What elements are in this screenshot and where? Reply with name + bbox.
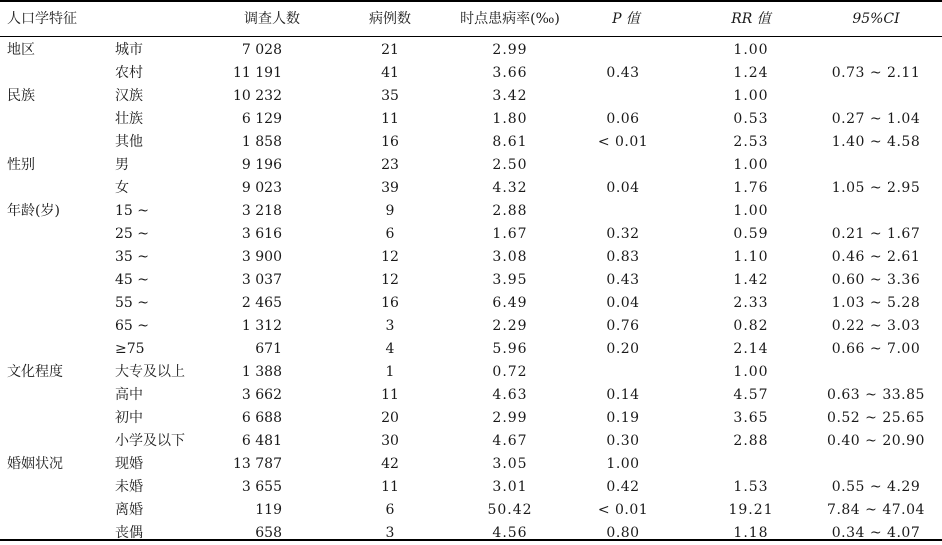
row-surveyed-count: 6 129	[241, 111, 282, 127]
row-ci: 0.63 ~ 33.85	[827, 387, 925, 403]
row-prevalence: 8.61	[492, 134, 528, 150]
row-rr-value: 4.57	[733, 387, 769, 403]
table-row	[0, 200, 942, 223]
row-ci: 1.05 ~ 2.95	[831, 180, 921, 196]
row-p-value: 0.83	[606, 249, 640, 265]
row-ci: 0.73 ~ 2.11	[831, 65, 921, 81]
row-ci: 0.60 ~ 3.36	[831, 272, 921, 288]
table-row	[0, 361, 942, 384]
row-prevalence: 3.42	[492, 88, 528, 104]
row-prevalence: 2.29	[492, 318, 528, 334]
row-ci: 1.40 ~ 4.58	[831, 134, 921, 150]
row-surveyed-count: 3 655	[241, 479, 282, 495]
row-rr-value: 1.00	[733, 203, 769, 219]
row-subgroup-label: 壮族	[115, 111, 143, 127]
row-subgroup-label: 城市	[115, 42, 143, 58]
row-prevalence: 3.05	[492, 456, 528, 472]
row-rr-value: 19.21	[728, 502, 774, 518]
row-subgroup-label: 其他	[115, 134, 143, 150]
row-group-label: 民族	[7, 88, 35, 104]
table-row	[0, 338, 942, 361]
row-ci: 1.03 ~ 5.28	[831, 295, 921, 311]
table-row	[0, 154, 942, 177]
row-prevalence: 4.56	[492, 525, 528, 541]
row-case-count: 16	[381, 295, 399, 311]
row-prevalence: 3.01	[492, 479, 528, 495]
row-subgroup-label: ≥75	[115, 341, 145, 357]
row-case-count: 23	[381, 157, 399, 173]
row-prevalence: 50.42	[487, 502, 533, 518]
table-row	[0, 131, 942, 154]
row-prevalence: 6.49	[492, 295, 528, 311]
row-ci: 0.21 ~ 1.67	[831, 226, 921, 242]
row-subgroup-label: 未婚	[115, 479, 143, 495]
row-case-count: 12	[381, 249, 399, 265]
table-row	[0, 269, 942, 292]
row-ci: 0.34 ~ 4.07	[831, 525, 921, 541]
row-subgroup-label: 汉族	[115, 88, 143, 104]
row-case-count: 30	[381, 433, 399, 449]
row-group-label: 婚姻状况	[7, 456, 63, 472]
row-prevalence: 3.66	[492, 65, 528, 81]
row-prevalence: 1.67	[492, 226, 528, 242]
row-prevalence: 3.95	[492, 272, 528, 288]
row-rr-value: 3.65	[733, 410, 769, 426]
row-case-count: 4	[385, 341, 395, 357]
table-row	[0, 62, 942, 85]
row-case-count: 42	[381, 456, 399, 472]
row-rr-value: 1.00	[733, 364, 769, 380]
row-subgroup-label: 35 ~	[115, 249, 149, 265]
row-case-count: 21	[381, 42, 399, 58]
header-surveyed: 调查人数	[244, 11, 300, 27]
row-group-label: 性别	[7, 157, 35, 173]
row-rr-value: 1.76	[733, 180, 769, 196]
row-surveyed-count: 9 023	[241, 180, 282, 196]
row-rr-value: 1.10	[733, 249, 769, 265]
row-prevalence: 5.96	[492, 341, 528, 357]
row-prevalence: 3.08	[492, 249, 528, 265]
header-prevalence: 时点患病率(‰)	[460, 11, 560, 27]
row-p-value: 0.04	[606, 295, 640, 311]
row-ci: 0.46 ~ 2.61	[831, 249, 921, 265]
table-row	[0, 292, 942, 315]
row-surveyed-count: 2 465	[241, 295, 282, 311]
row-subgroup-label: 初中	[115, 410, 143, 426]
header-demographic: 人口学特征	[7, 11, 77, 27]
row-subgroup-label: 25 ~	[115, 226, 149, 242]
row-group-label: 年龄(岁)	[7, 203, 60, 219]
row-case-count: 12	[381, 272, 399, 288]
row-surveyed-count: 13 787	[233, 456, 282, 472]
table-row	[0, 246, 942, 269]
row-case-count: 35	[381, 88, 399, 104]
row-p-value: < 0.01	[597, 134, 649, 150]
row-ci: 0.52 ~ 25.65	[827, 410, 925, 426]
table-row	[0, 85, 942, 108]
row-p-value: 0.76	[606, 318, 640, 334]
table-row	[0, 453, 942, 476]
row-subgroup-label: 男	[115, 157, 129, 173]
row-p-value: 0.14	[606, 387, 640, 403]
row-rr-value: 1.00	[733, 157, 769, 173]
row-rr-value: 1.18	[733, 525, 769, 541]
row-surveyed-count: 658	[255, 525, 282, 541]
row-p-value: 0.04	[606, 180, 640, 196]
row-surveyed-count: 119	[255, 502, 282, 518]
row-group-label: 地区	[7, 42, 35, 58]
row-surveyed-count: 9 196	[241, 157, 282, 173]
header-p-value: P 值	[612, 11, 640, 27]
row-rr-value: 1.24	[733, 65, 769, 81]
row-p-value: 0.32	[606, 226, 640, 242]
table-row	[0, 522, 942, 545]
row-prevalence: 0.72	[492, 364, 528, 380]
row-surveyed-count: 3 037	[241, 272, 282, 288]
row-case-count: 9	[385, 203, 395, 219]
row-prevalence: 4.32	[492, 180, 528, 196]
row-subgroup-label: 丧偶	[115, 525, 143, 541]
row-subgroup-label: 农村	[115, 65, 143, 81]
row-case-count: 11	[381, 479, 399, 495]
row-surveyed-count: 10 232	[233, 88, 282, 104]
row-surveyed-count: 1 388	[241, 364, 282, 380]
row-case-count: 1	[385, 364, 395, 380]
row-rr-value: 1.42	[733, 272, 769, 288]
row-case-count: 39	[381, 180, 399, 196]
row-p-value: 1.00	[606, 456, 640, 472]
row-prevalence: 4.67	[492, 433, 528, 449]
row-rr-value: 0.53	[733, 111, 769, 127]
row-surveyed-count: 6 481	[241, 433, 282, 449]
row-p-value: 0.80	[606, 525, 640, 541]
row-case-count: 3	[385, 525, 395, 541]
header-rr-value: RR 值	[731, 11, 771, 27]
table-row	[0, 430, 942, 453]
row-subgroup-label: 小学及以下	[115, 433, 185, 449]
row-case-count: 16	[381, 134, 399, 150]
row-p-value: < 0.01	[597, 502, 649, 518]
header-cases: 病例数	[369, 11, 411, 27]
row-p-value: 0.20	[606, 341, 640, 357]
row-group-label: 文化程度	[7, 364, 63, 380]
table-row	[0, 315, 942, 338]
row-p-value: 0.30	[606, 433, 640, 449]
row-subgroup-label: 大专及以上	[115, 364, 185, 380]
table-header-rule	[0, 36, 942, 37]
row-case-count: 6	[385, 226, 395, 242]
row-case-count: 41	[381, 65, 399, 81]
row-rr-value: 1.53	[733, 479, 769, 495]
row-prevalence: 2.88	[492, 203, 528, 219]
row-case-count: 11	[381, 111, 399, 127]
table-row	[0, 223, 942, 246]
table-row	[0, 499, 942, 522]
row-prevalence: 1.80	[492, 111, 528, 127]
row-subgroup-label: 现婚	[115, 456, 143, 472]
header-ci: 95%CI	[852, 11, 900, 27]
table-row	[0, 384, 942, 407]
row-case-count: 6	[385, 502, 395, 518]
row-surveyed-count: 3 900	[241, 249, 282, 265]
row-surveyed-count: 1 312	[241, 318, 282, 334]
row-case-count: 3	[385, 318, 395, 334]
table-row	[0, 39, 942, 62]
row-prevalence: 2.50	[492, 157, 528, 173]
row-p-value: 0.42	[606, 479, 640, 495]
row-subgroup-label: 15 ~	[115, 203, 149, 219]
row-ci: 0.55 ~ 4.29	[831, 479, 921, 495]
row-ci: 0.22 ~ 3.03	[831, 318, 921, 334]
row-rr-value: 1.00	[733, 42, 769, 58]
row-surveyed-count: 11 191	[233, 65, 282, 81]
row-subgroup-label: 55 ~	[115, 295, 149, 311]
row-rr-value: 0.59	[733, 226, 769, 242]
row-subgroup-label: 45 ~	[115, 272, 149, 288]
row-p-value: 0.06	[606, 111, 640, 127]
row-p-value: 0.43	[606, 272, 640, 288]
row-prevalence: 4.63	[492, 387, 528, 403]
row-subgroup-label: 高中	[115, 387, 143, 403]
row-p-value: 0.43	[606, 65, 640, 81]
row-surveyed-count: 6 688	[241, 410, 282, 426]
table-row	[0, 177, 942, 200]
row-ci: 0.66 ~ 7.00	[831, 341, 921, 357]
row-ci: 0.40 ~ 20.90	[827, 433, 925, 449]
row-p-value: 0.19	[606, 410, 640, 426]
row-subgroup-label: 65 ~	[115, 318, 149, 334]
row-surveyed-count: 671	[255, 341, 282, 357]
row-surveyed-count: 7 028	[241, 42, 282, 58]
row-case-count: 20	[381, 410, 399, 426]
row-ci: 0.27 ~ 1.04	[831, 111, 921, 127]
table-row	[0, 108, 942, 131]
row-rr-value: 0.82	[733, 318, 769, 334]
row-ci: 7.84 ~ 47.04	[827, 502, 925, 518]
table-row	[0, 407, 942, 430]
row-subgroup-label: 女	[115, 180, 129, 196]
row-surveyed-count: 3 662	[241, 387, 282, 403]
row-rr-value: 2.88	[733, 433, 769, 449]
row-prevalence: 2.99	[492, 42, 528, 58]
row-rr-value: 2.33	[733, 295, 769, 311]
row-case-count: 11	[381, 387, 399, 403]
row-surveyed-count: 3 616	[241, 226, 282, 242]
row-prevalence: 2.99	[492, 410, 528, 426]
table-row	[0, 476, 942, 499]
row-rr-value: 1.00	[733, 88, 769, 104]
row-rr-value: 2.14	[733, 341, 769, 357]
row-surveyed-count: 3 218	[241, 203, 282, 219]
row-surveyed-count: 1 858	[241, 134, 282, 150]
row-subgroup-label: 离婚	[115, 502, 143, 518]
row-rr-value: 2.53	[733, 134, 769, 150]
